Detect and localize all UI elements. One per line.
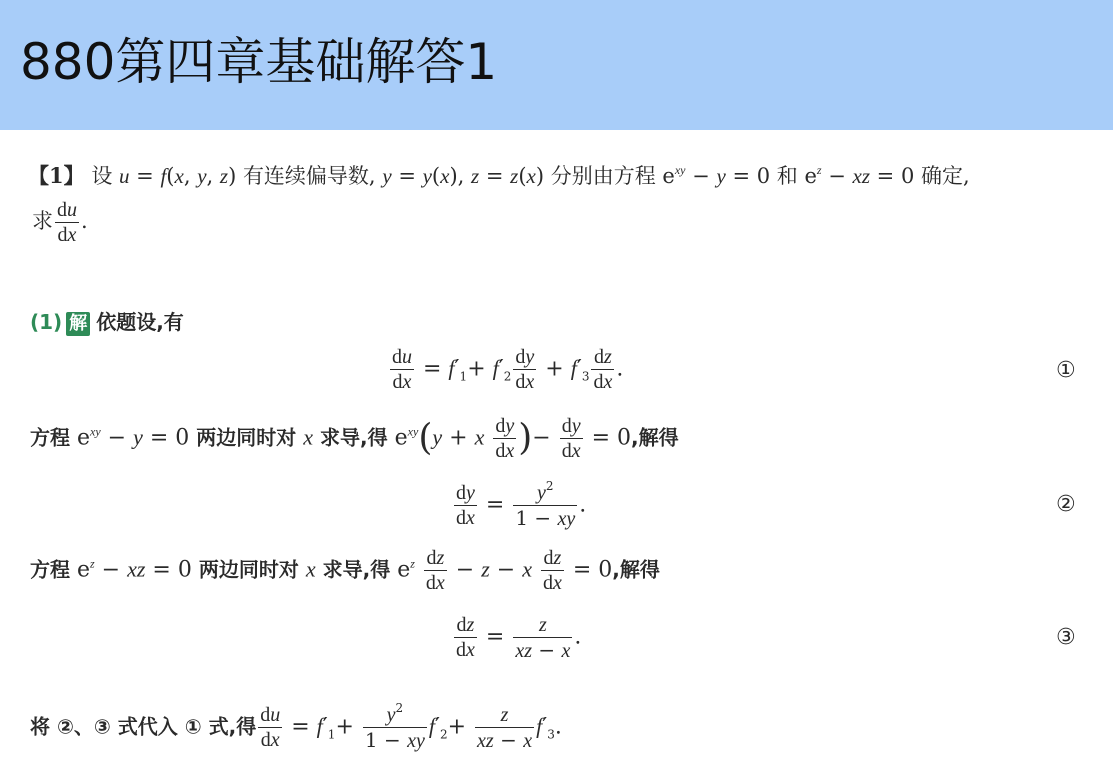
final-result: 将 ②、③ 式代入 ① 式,得 $\frac{du}{dx}$ = $f'_1+$ $\frac{y^2}{1 - xy}$ $f'_2+$ $\frac{z}{xz - x}$ $f'_3$.: [30, 701, 562, 752]
equation-2: $\frac{dy}{dx}$ = $\frac{y^2}{1 - xy}$ .: [456, 479, 587, 530]
problem-text: 和: [776, 164, 798, 188]
solution-text: 将 ②、③ 式代入 ① 式,得: [30, 714, 257, 739]
equation-marker: ③: [1056, 625, 1076, 650]
solution-intro: [30, 308, 184, 336]
problem-text: 设: [91, 164, 113, 188]
fraction: $\frac{du}{dx}$: [57, 199, 77, 246]
page-title: 880第四章基础解答1: [20, 33, 498, 91]
solution-text: 两边同时对: [196, 425, 297, 450]
problem-text: 求: [32, 209, 53, 233]
solution-intro-text: 依题设,有: [96, 310, 184, 334]
equation-1: $\frac{du}{dx}$ = $f'_1+ f'_2$ $\frac{dy}{dx}$ + $f'_3$ $\frac{dz}{dx}$ .: [392, 346, 624, 393]
derivation-line-2: 方程 $e^z$ − xz = 0 两边同时对 x 求导,得 $e^z$ $\frac{dz}{dx}$ − z − x $\frac{dz}{dx}$ = 0,解得: [30, 547, 660, 594]
solution-text: 求导,得: [322, 557, 391, 582]
solution-badge: 解: [66, 312, 90, 336]
problem-line-2: 求 $\frac{du}{dx}$ .: [32, 199, 88, 246]
problem-text: 有连续偏导数,: [242, 164, 376, 188]
equation-marker: ②: [1056, 492, 1076, 517]
problem-label: 【1】: [28, 163, 85, 188]
solution-text: 两边同时对: [198, 557, 299, 582]
problem-text: 确定,: [920, 164, 970, 188]
solution-text: ,解得: [631, 425, 679, 450]
solution-text: ,解得: [612, 557, 660, 582]
problem-text: 分别由方程: [550, 164, 656, 188]
solution-text: 求导,得: [320, 425, 388, 450]
derivation-line-1: 方程 $e^{xy} - y = 0$ 两边同时对 x 求导,得 $e^{xy}(y + x$ $\frac{dy}{dx}$ )− $\frac{dy}{dx}$ = 0,解得: [30, 415, 679, 462]
solution-text: 方程: [30, 425, 70, 450]
title-banner: [0, 0, 1113, 130]
equation-3: $\frac{dz}{dx}$ = $\frac{z}{xz - x}$ .: [456, 614, 582, 662]
equation-marker: ①: [1056, 358, 1076, 383]
solution-label: (1): [30, 310, 63, 334]
problem-line-1: 【1】 设 u = f(x, y, z) 有连续偏导数, y = y(x), z = z(x) 分别由方程 $e^{xy} - y = 0$ 和 $e^z$ − xz = 0 确定,: [28, 163, 970, 188]
solution-text: 方程: [30, 557, 70, 582]
